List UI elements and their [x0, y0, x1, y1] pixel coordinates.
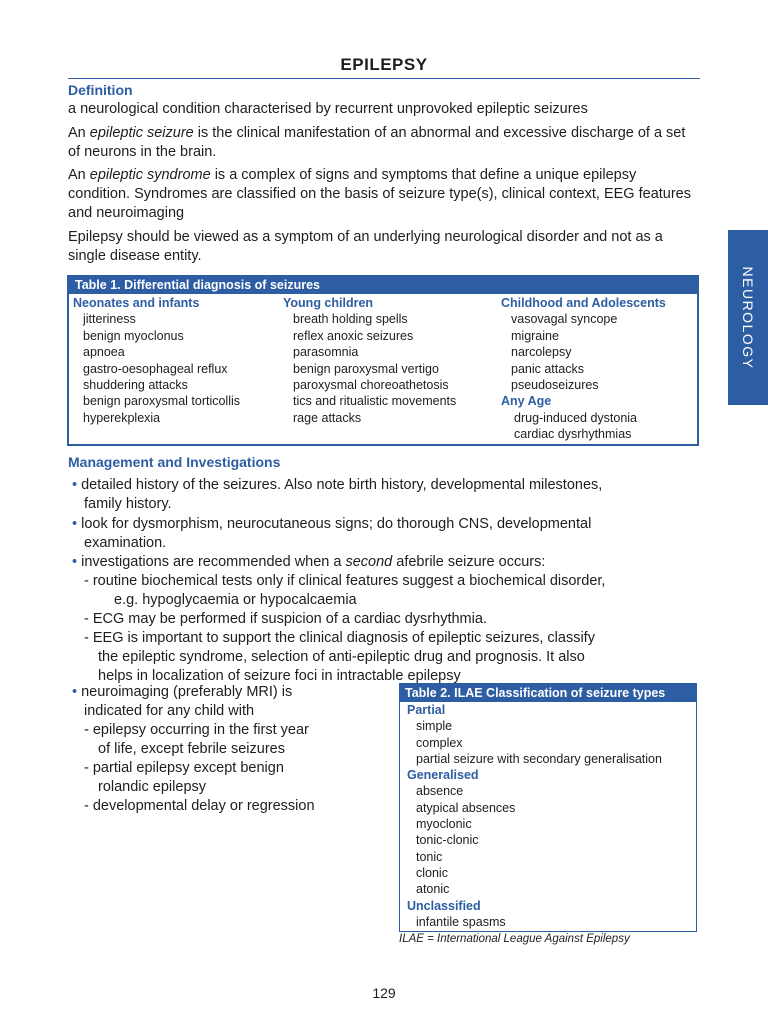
list-item: paroxysmal choreoathetosis [293, 378, 449, 393]
list-item: benign myoclonus [83, 328, 184, 343]
bullet-investigations: • investigations are recommended when a second afebrile seizure occurs: - routine biochemical tests only if clinical features suggest a biochemical disorder, e.g. hypoglycaemia or hypocalcaemia - ECG may be performed if suspicion of a cardiac dysrhythmia. - EEG is important to support the clinical diagnosis of epileptic seizures, classify the epileptic syndrome, selection of anti-epileptic drug and prognosis. It also helps in localization of seizure foci in intractable epilepsy [72, 553, 702, 686]
sub-item-developmental: - developmental delay or regression [84, 798, 315, 814]
list-item: gastro-oesophageal reflux [83, 361, 228, 376]
list-item: atypical absences [416, 800, 516, 815]
definition-seizure: An epileptic seizure is the clinical manifestation of an abnormal and excessive discharge of a set of neurons in the brain. [68, 125, 686, 160]
table1-title: Table 1. Differential diagnosis of seizures [69, 277, 697, 294]
list-item: clonic [416, 865, 448, 880]
definition-heading: Definition [68, 82, 133, 98]
bullet-dot: • [72, 684, 78, 700]
title-divider [68, 78, 700, 79]
table2-title: Table 2. ILAE Classification of seizure types [400, 684, 696, 702]
column-header: Young children [283, 296, 374, 310]
bullet-dot: • [72, 477, 78, 493]
list-item: drug-induced dystonia [514, 410, 637, 425]
sub-item-partial: - partial epilepsy except benign [84, 760, 284, 776]
list-item: hyperekplexia [83, 410, 161, 425]
list-item: absence [416, 784, 464, 799]
column-header: Neonates and infants [73, 296, 200, 310]
definition-syndrome: An epileptic syndrome is a complex of signs and symptoms that define a unique epilepsy condition. Syndromes are classified on the basis of seizure type(s), clinical context, EEG features and neuroimaging [68, 167, 691, 221]
group-header: Unclassified [407, 898, 481, 913]
table1-column-childhood [501, 295, 666, 443]
bullet-neuroimaging: • neuroimaging (preferably MRI) is indicated for any child with - epilepsy occurring in the first year of life, except febrile seizures - partial epilepsy except benign rolandic epilepsy - developmental delay or regression [72, 683, 392, 816]
list-item: pseudoseizures [511, 378, 599, 393]
page-title: EPILEPSY [340, 55, 428, 74]
list-item: simple [416, 719, 453, 734]
list-item: breath holding spells [293, 312, 408, 327]
bullet-dot: • [72, 516, 78, 532]
management-heading: Management and Investigations [68, 454, 281, 470]
list-item: vasovagal syncope [511, 312, 618, 327]
list-item: tics and ritualistic movements [293, 394, 457, 409]
list-item: rage attacks [293, 410, 362, 425]
sub-item-biochemical: - routine biochemical tests only if clinical features suggest a biochemical disorder, [84, 573, 606, 589]
list-item: jitteriness [83, 312, 136, 327]
list-item: myoclonic [416, 817, 472, 832]
table2-body [407, 702, 662, 930]
definition-line: a neurological condition characterised by recurrent unprovoked epileptic seizures [68, 101, 588, 117]
section-tab [728, 230, 768, 405]
list-item: benign paroxysmal vertigo [293, 361, 439, 376]
group-header: Generalised [407, 768, 479, 783]
column-subheader: Any Age [501, 394, 552, 409]
section-tab-label: NEUROLOGY [740, 266, 756, 369]
bullet-dot: • [72, 554, 78, 570]
list-item: parasomnia [293, 345, 359, 360]
list-item: tonic [416, 849, 443, 864]
differential-diagnosis-table [67, 275, 699, 446]
bullet-history: • detailed history of the seizures. Also note birth history, developmental milestones, family history. [72, 477, 603, 512]
list-item: migraine [511, 328, 559, 343]
list-item: complex [416, 735, 463, 750]
group-header: Partial [407, 703, 446, 717]
list-item: shuddering attacks [83, 378, 188, 393]
table2-footnote: ILAE = International League Against Epilepsy [399, 933, 630, 945]
table1-column-neonates [73, 295, 240, 426]
list-item: reflex anoxic seizures [293, 328, 414, 343]
list-item: apnoea [83, 345, 125, 360]
list-item: cardiac dysrhythmias [514, 427, 632, 442]
definition-symptom: Epilepsy should be viewed as a symptom of an underlying neurological disorder and not as a single disease entity. [68, 229, 663, 264]
list-item: narcolepsy [511, 345, 572, 360]
sub-item-ecg: - ECG may be performed if suspicion of a cardiac dysrhythmia. [84, 611, 487, 627]
list-item: partial seizure with secondary generalisation [416, 751, 662, 766]
sub-item-first-year: - epilepsy occurring in the first year [84, 722, 309, 738]
sub-item-eeg: - EEG is important to support the clinical diagnosis of epileptic seizures, classify [84, 630, 595, 646]
column-header: Childhood and Adolescents [501, 296, 666, 310]
ilae-classification-table [399, 683, 697, 932]
table1-column-young-children [283, 295, 456, 426]
page-number: 129 [372, 985, 396, 1001]
list-item: panic attacks [511, 361, 584, 376]
list-item: tonic-clonic [416, 833, 479, 848]
list-item: benign paroxysmal torticollis [83, 394, 241, 409]
list-item: infantile spasms [416, 914, 506, 929]
bullet-examination: • look for dysmorphism, neurocutaneous signs; do thorough CNS, developmental examination. [72, 516, 592, 551]
list-item: atonic [416, 882, 450, 897]
